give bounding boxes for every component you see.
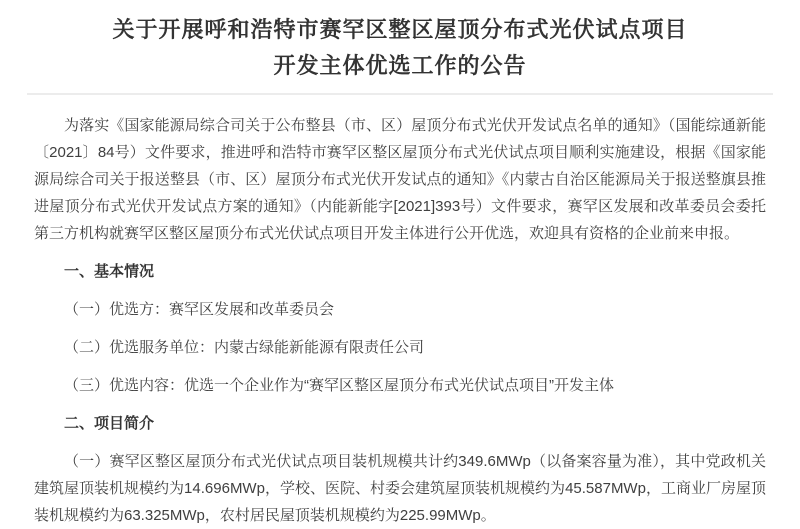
section-basic-info-heading: 一、基本情况 xyxy=(64,263,155,280)
intro-paragraph: 为落实《国家能源局综合司关于公布整县（市、区）屋顶分布式光伏开发试点名单的通知》（国能综通新能〔2021〕84号）文件要求，推进呼和浩特市赛罕区整区屋顶分布式光伏试点项目顺利实施建设，根据《国家能源局综合司关于报送整县（市、区）屋顶分布式光伏开发试点的通知》《内蒙古自治区能源局关于报送整旗县推进屋顶分布式光伏开发试点方案的通知》（内能新能字[2021]393号）文件要求，赛罕区发展和改革委员会委托第三方机构就赛罕区整区屋顶分布式光伏试点项目开发主体进行公开优选，欢迎具有资格的企业前来申报。 xyxy=(34,117,766,242)
section-basic-info-item-1: （一）优选方：赛罕区发展和改革委员会 xyxy=(64,301,335,318)
section-project-intro-item-1: （一）赛罕区整区屋顶分布式光伏试点项目装机规模共计约349.6MWp（以备案容量为准），其中党政机关建筑屋顶装机规模约为14.696MWp，学校、医院、村委会建筑屋顶装机规模约为45.587MWp，工商业厂房屋顶装机规模约为63.325MWp，农村居民屋顶装机规模约为225.99MWp。 xyxy=(34,453,766,524)
section-basic-info-item-2: （二）优选服务单位：内蒙古绿能新能源有限责任公司 xyxy=(64,339,425,356)
section-basic-info-item-3: （三）优选内容：优选一个企业作为“赛罕区整区屋顶分布式光伏试点项目”开发主体 xyxy=(64,377,614,394)
page-title-line-1: 关于开展呼和浩特市赛罕区整区屋顶分布式光伏试点项目 xyxy=(112,17,688,42)
title-divider xyxy=(27,93,773,95)
page-title-line-2: 开发主体优选工作的公告 xyxy=(273,53,527,78)
section-project-intro-heading: 二、项目简介 xyxy=(64,415,155,432)
page-title xyxy=(34,12,766,84)
